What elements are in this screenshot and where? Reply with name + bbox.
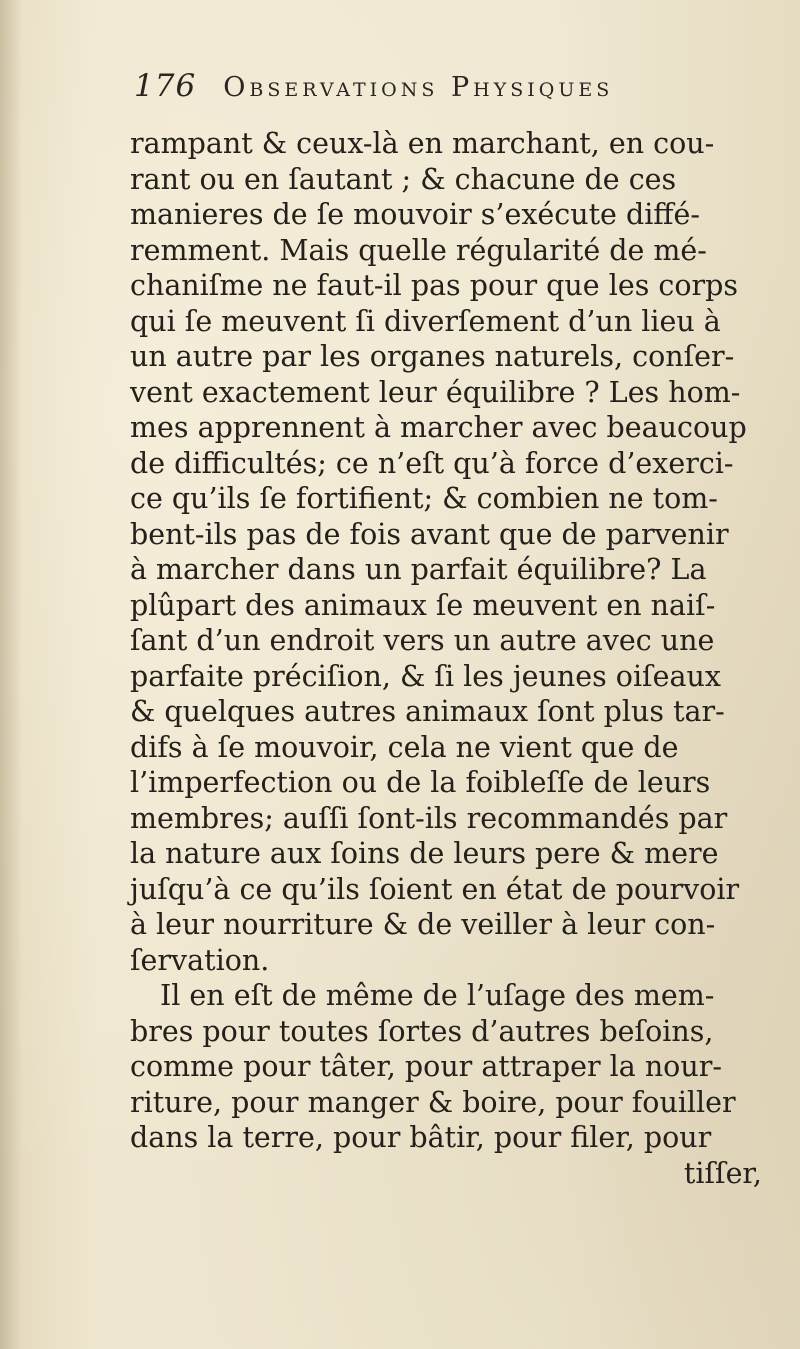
text-line: & quelques autres animaux ſont plus tar- — [130, 695, 725, 728]
text-line: l’imperfection ou de la foibleſſe de leurs — [130, 766, 711, 799]
text-line: ſervation. — [130, 943, 270, 977]
text-line: riture, pour manger & boire, pour fouiller — [130, 1085, 736, 1119]
body-text — [130, 126, 790, 1191]
text-line: vent exactement leur équilibre ? Les hom- — [130, 375, 741, 409]
text-line: un autre par les organes naturels, conſer- — [130, 340, 735, 373]
text-line: difs à ſe mouvoir, cela ne vient que de — [130, 730, 679, 764]
text-line: parfaite préciſion, & ſi les jeunes oiſeaux — [130, 659, 721, 693]
text-line: à marcher dans un parfait équilibre? La — [130, 553, 707, 586]
text-line: chaniſme ne faut-il pas pour que les corps — [130, 269, 738, 302]
text-line: bres pour toutes ſortes d’autres beſoins, — [130, 1014, 714, 1048]
page-number: 176 — [134, 68, 197, 104]
catchword: tiſſer, — [683, 1156, 762, 1190]
paragraph-start-line: Il en eſt de même de l’uſage des mem- — [160, 979, 715, 1012]
text-line: ce qu’ils ſe fortifient; & combien ne tom- — [130, 482, 718, 515]
text-line: mes apprennent à marcher avec beaucoup — [130, 411, 747, 444]
text-line: manieres de ſe mouvoir s’exécute diffé- — [130, 198, 701, 231]
text-line: remment. Mais quelle régularité de mé- — [130, 233, 707, 267]
text-line: ſant d’un endroit vers un autre avec une — [130, 624, 715, 657]
text-line: de difficultés; ce n’eſt qu’à force d’exerci- — [130, 446, 734, 480]
text-line: juſqu’à ce qu’ils ſoient en état de pourvoir — [130, 872, 740, 906]
running-title: Observations Physiques — [223, 72, 614, 103]
text-line: rampant & ceux-là en marchant, en cou- — [130, 127, 715, 160]
page-header — [134, 68, 774, 114]
text-line: qui ſe meuvent ſi diverſement d’un lieu à — [130, 304, 721, 338]
text-line: rant ou en ſautant ; & chacune de ces — [130, 162, 677, 196]
text-line: comme pour tâter, pour attraper la nour- — [130, 1050, 722, 1083]
text-line: plûpart des animaux ſe meuvent en naiſ- — [130, 588, 716, 622]
text-line: dans la terre, pour bâtir, pour filer, pour — [130, 1121, 712, 1154]
text-line: bent-ils pas de fois avant que de parvenir — [130, 517, 729, 551]
page-gutter-shadow — [0, 0, 22, 1349]
text-line: à leur nourriture & de veiller à leur con- — [130, 908, 716, 941]
text-line: membres; auſſi ſont-ils recommandés par — [130, 801, 728, 835]
text-line: la nature aux ſoins de leurs pere & mere — [130, 837, 719, 870]
